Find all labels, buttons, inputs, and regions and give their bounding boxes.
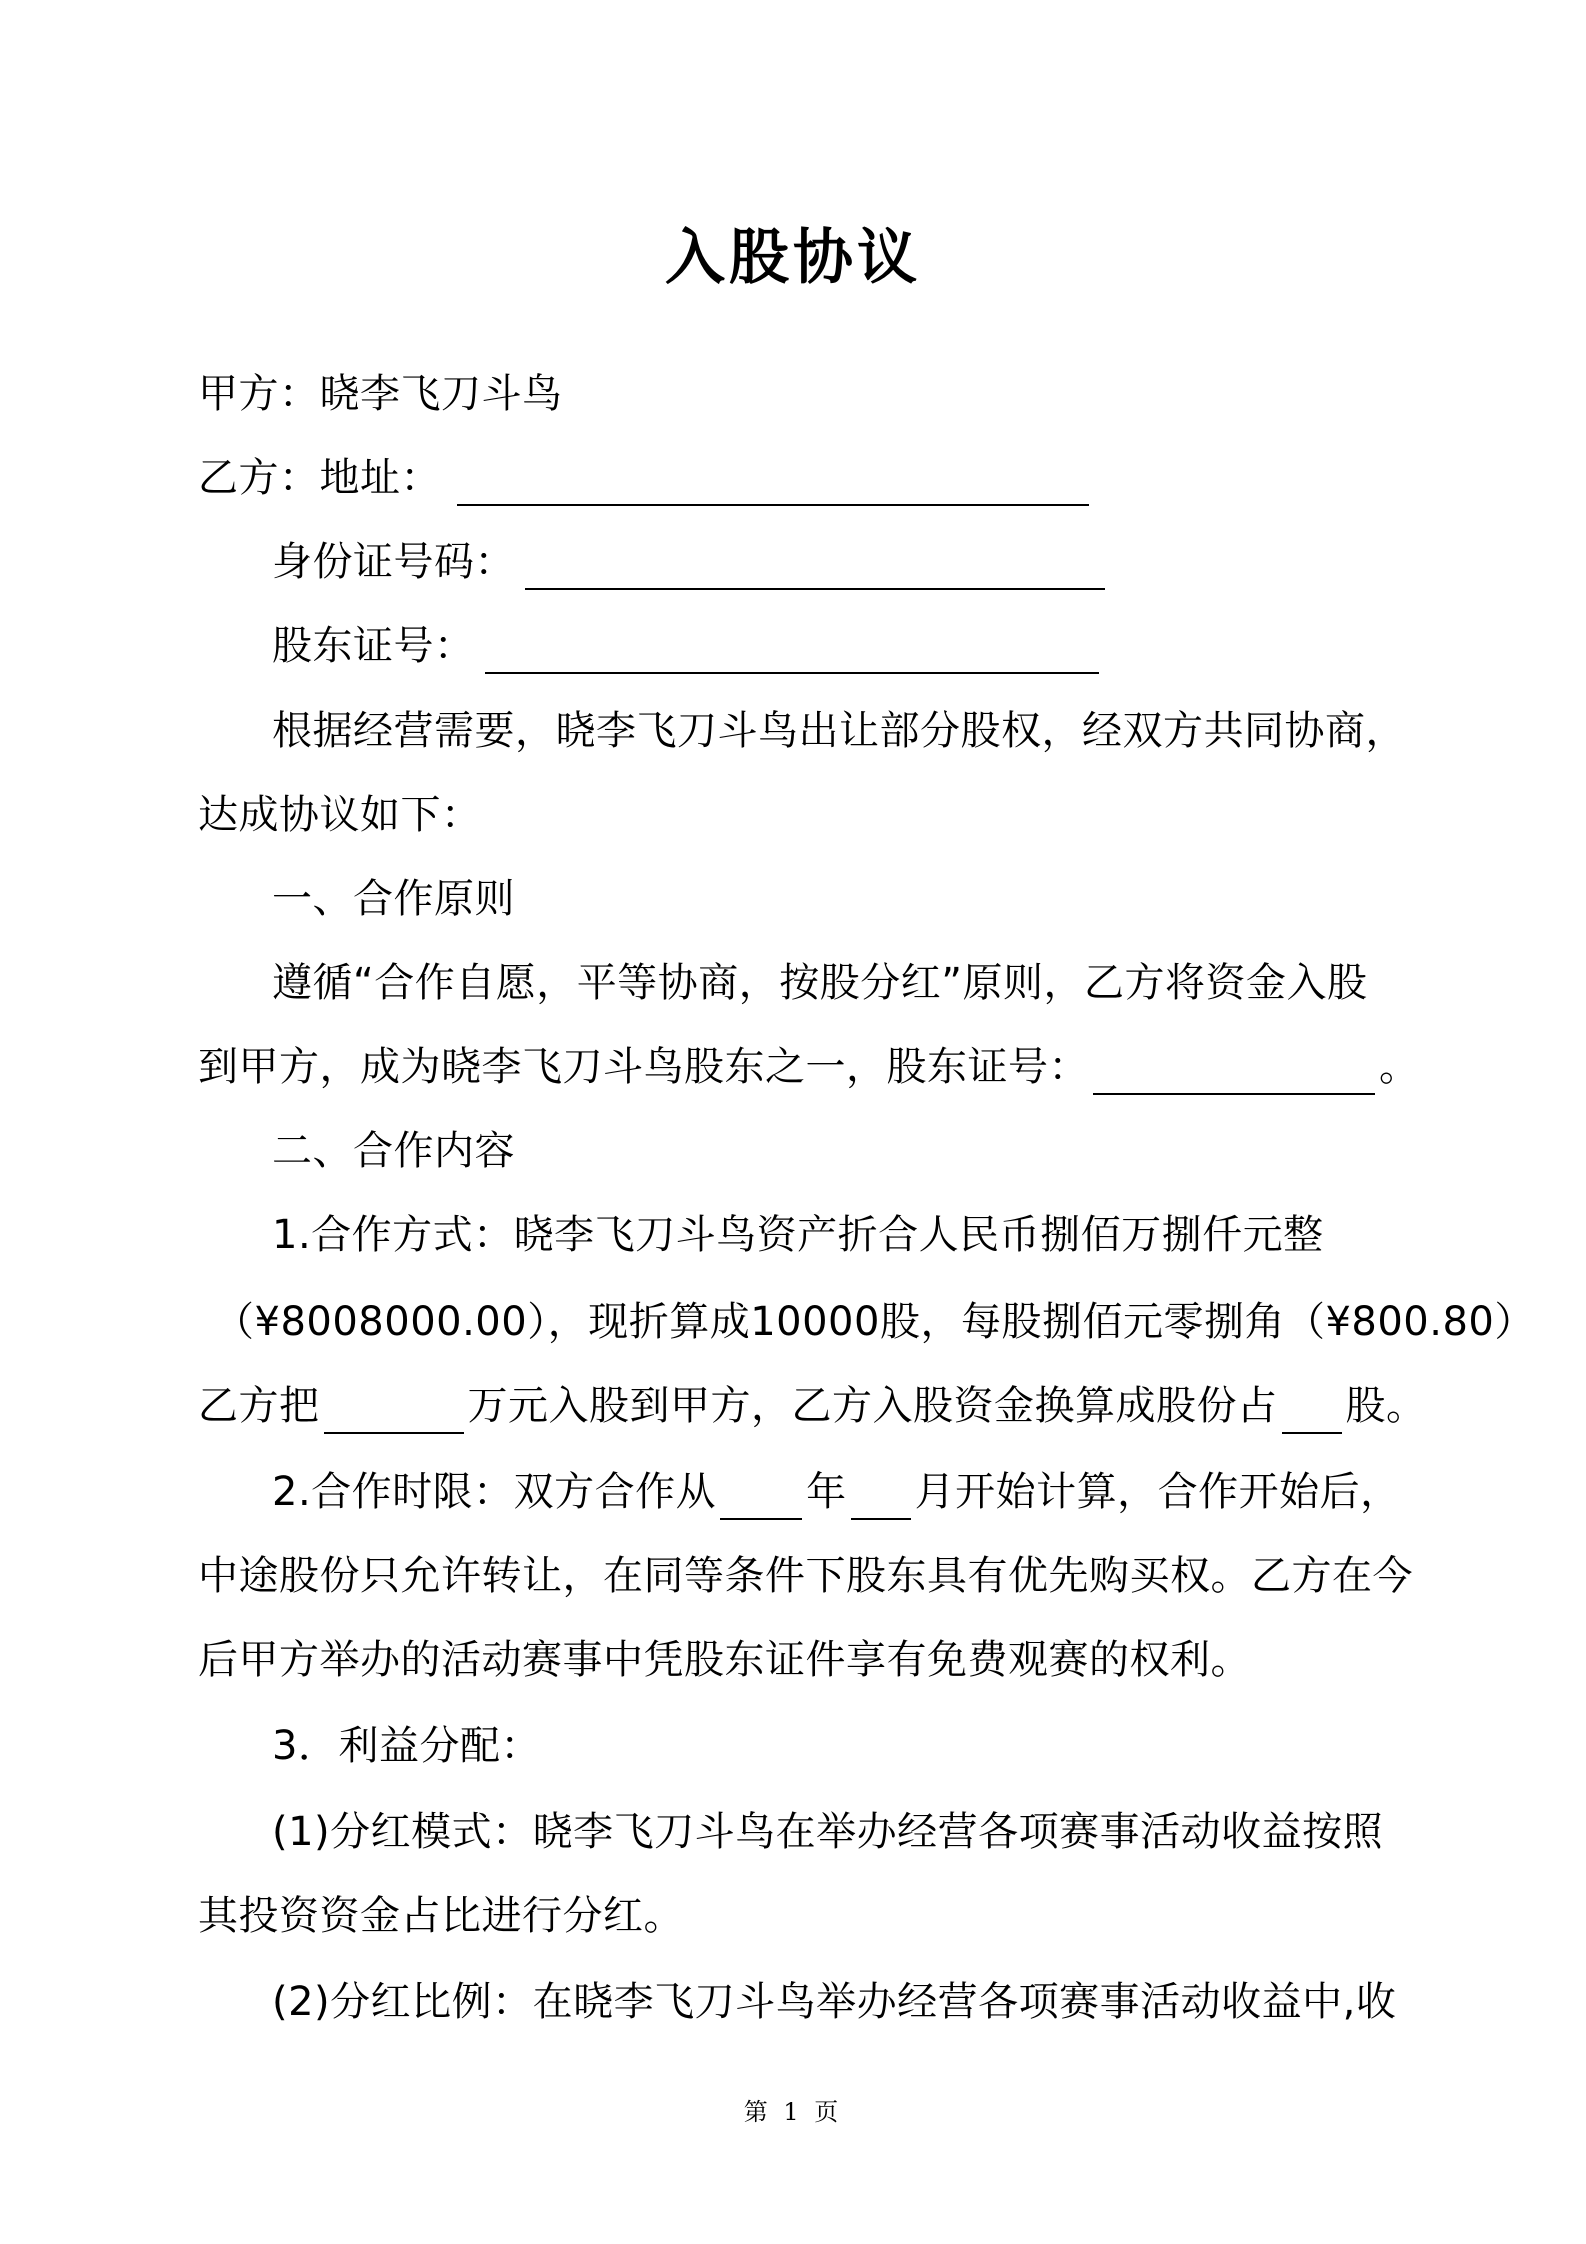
investment-amount-blank[interactable] [324,1384,464,1434]
item-2-line-3: 后甲方举办的活动赛事中凭股东证件享有免费观赛的权利。 [198,1637,1251,1683]
start-year-blank[interactable] [720,1470,802,1520]
section-1-line-2 [198,1039,1420,1095]
item-2-line-1-c: 月开始计算，合作开始后， [914,1469,1401,1515]
party-a-label: 甲方： [198,371,320,417]
start-month-blank[interactable] [851,1470,911,1520]
shareholder-cert-blank[interactable] [485,624,1099,674]
item-2-line-2: 中途股份只允许转让，在同等条件下股东具有优先购买权。乙方在今 [198,1553,1413,1599]
address-label: 地址： [319,455,441,501]
address-blank[interactable] [457,456,1089,506]
party-b-label: 乙方： [198,455,320,501]
item-2-year-label: 年 [806,1469,847,1515]
item-2-line-1-a: 2.合作时限：双方合作从 [272,1469,717,1515]
id-number-blank[interactable] [525,540,1105,590]
section-1-line-2-text: 到甲方，成为晓李飞刀斗鸟股东之一，股东证号： [198,1044,1089,1090]
item-1-line-1: 1.合作方式：晓李飞刀斗鸟资产折合人民币捌佰万捌仟元整 [272,1212,1324,1258]
section-1-line-2-end: 。 [1379,1044,1420,1090]
item-1-line-3-a: 乙方把 [198,1383,320,1429]
share-count-blank[interactable] [1282,1384,1342,1434]
page-number: 第 1 页 [743,2098,843,2126]
item-1-line-2: （¥8008000.00），现折算成10000股，每股捌佰元零捌角（¥800.80） [214,1299,1535,1345]
shareholder-cert-label: 股东证号： [272,623,475,669]
section-2-heading: 二、合作内容 [272,1128,515,1174]
section-1-heading: 一、合作原则 [272,876,515,922]
item-3-sub-1-line-1: (1)分红模式：晓李飞刀斗鸟在举办经营各项赛事活动收益按照 [272,1809,1384,1855]
party-b-address-line [198,450,1093,506]
item-3-heading: 3．利益分配： [272,1723,541,1769]
id-number-line [272,534,1109,590]
item-3-sub-2-line-1: (2)分红比例：在晓李飞刀斗鸟举办经营各项赛事活动收益中,收 [272,1979,1397,2025]
intro-line-1: 根据经营需要，晓李飞刀斗鸟出让部分股权，经双方共同协商， [272,708,1406,754]
item-1-line-3-b: 万元入股到甲方，乙方入股资金换算成股份占 [467,1383,1278,1429]
item-1-line-3-c: 股。 [1345,1383,1427,1429]
item-1-line-3 [198,1378,1427,1434]
document-title: 入股协议 [665,223,921,293]
shareholder-cert-number-blank[interactable] [1093,1045,1375,1095]
intro-line-2: 达成协议如下： [198,792,482,838]
item-2-line-1 [272,1464,1401,1520]
section-1-line-1: 遵循“合作自愿，平等协商，按股分红”原则，乙方将资金入股 [272,960,1368,1006]
item-3-sub-1-line-2: 其投资资金占比进行分红。 [198,1893,684,1939]
id-number-label: 身份证号码： [272,539,515,585]
party-a-name: 晓李飞刀斗鸟 [319,371,563,417]
party-a-line [198,366,563,422]
shareholder-cert-line [272,618,1103,674]
